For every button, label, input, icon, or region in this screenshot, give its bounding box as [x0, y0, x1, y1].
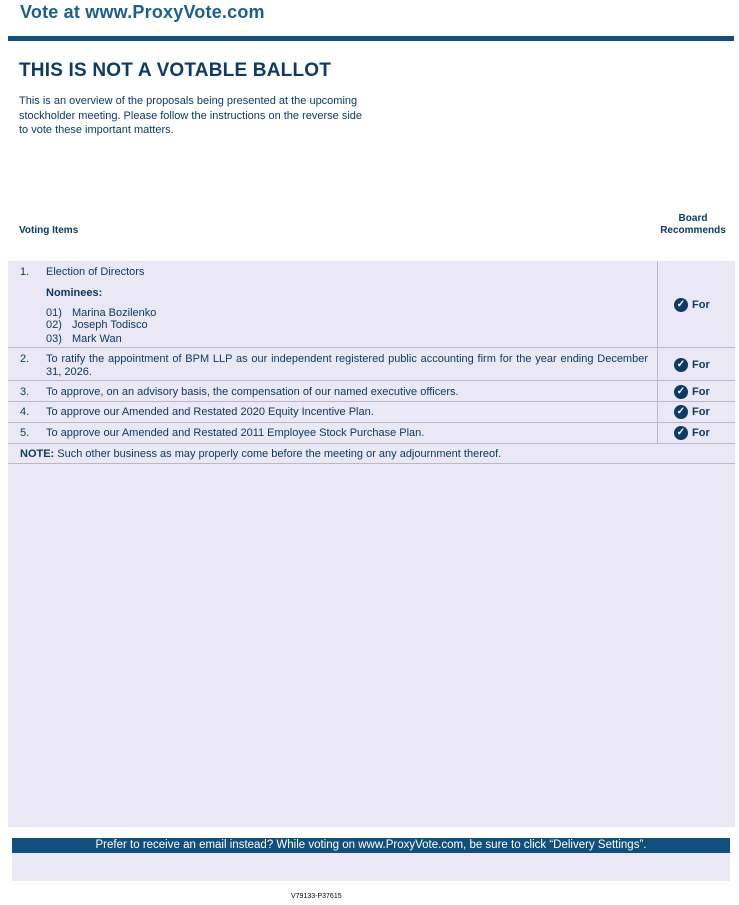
nominee-name: Joseph Todisco	[72, 319, 148, 331]
banner-lower-panel	[12, 853, 730, 881]
voting-items-panel	[8, 261, 735, 827]
recommendation-label: For	[692, 359, 710, 371]
nominee-number: 03)	[46, 333, 62, 345]
nominee-number: 01)	[46, 307, 62, 319]
check-circle-icon: ✓	[674, 358, 688, 372]
nominee-name: Marina Bozilenko	[72, 307, 157, 319]
check-circle-icon: ✓	[674, 405, 688, 419]
board-recommendation	[674, 426, 710, 440]
note-text: Such other business as may properly come before the meeting or any adjournment thereof.	[57, 448, 502, 460]
check-circle-icon: ✓	[674, 426, 688, 440]
item-number: 4.	[20, 406, 30, 418]
item-text: To approve our Amended and Restated 2020 Equity Incentive Plan.	[46, 406, 374, 418]
nominee-number: 02)	[46, 319, 62, 331]
board-recommendation	[674, 298, 710, 312]
voting-items-header: Voting Items	[19, 225, 79, 236]
nominee-name: Mark Wan	[72, 333, 122, 345]
nominee	[46, 319, 148, 331]
recommendation-label: For	[692, 299, 710, 311]
note	[20, 448, 501, 460]
row-divider	[8, 463, 735, 464]
board-recommendation	[674, 358, 710, 372]
item-text: Election of Directors	[46, 266, 145, 278]
header-rule	[8, 36, 734, 41]
row-divider	[8, 401, 735, 402]
nominee	[46, 333, 122, 345]
row-divider	[8, 347, 735, 348]
board-recommendation	[674, 405, 710, 419]
nominees-heading: Nominees:	[46, 287, 103, 299]
note-label: NOTE:	[20, 448, 55, 460]
intro-text: This is an overview of the proposals being presented at the upcoming stockholder meeting. Please follow the instructions on the reverse side to vote these important matters.	[19, 95, 363, 136]
recommendation-label: For	[692, 427, 710, 439]
row-divider	[8, 422, 735, 423]
item-text: To approve our Amended and Restated 2011 Employee Stock Purchase Plan.	[46, 427, 425, 439]
email-delivery-banner: Prefer to receive an email instead? While voting on www.ProxyVote.com, be sure to click “Delivery Settings”.	[12, 838, 730, 853]
nominee	[46, 307, 156, 319]
document-code: V79133-P37615	[291, 893, 342, 900]
check-circle-icon: ✓	[674, 298, 688, 312]
item-number: 1.	[20, 266, 30, 278]
page-title: THIS IS NOT A VOTABLE BALLOT	[19, 60, 332, 81]
column-divider	[657, 261, 658, 443]
item-number: 5.	[20, 427, 30, 439]
board-recommendation	[674, 385, 710, 399]
row-divider	[8, 443, 735, 444]
item-text: To approve, on an advisory basis, the compensation of our named executive officers.	[46, 386, 459, 398]
vote-url-title: Vote at www.ProxyVote.com	[20, 2, 265, 22]
board-recommends-header: Board Recommends	[660, 213, 726, 236]
item-number: 2.	[20, 353, 30, 365]
item-text: To ratify the appointment of BPM LLP as our independent registered public accounting firm for the year ending December 31, 2026.	[46, 353, 648, 378]
recommendation-label: For	[692, 406, 710, 418]
recommendation-label: For	[692, 386, 710, 398]
row-divider	[8, 380, 735, 381]
check-circle-icon: ✓	[674, 385, 688, 399]
item-number: 3.	[20, 386, 30, 398]
